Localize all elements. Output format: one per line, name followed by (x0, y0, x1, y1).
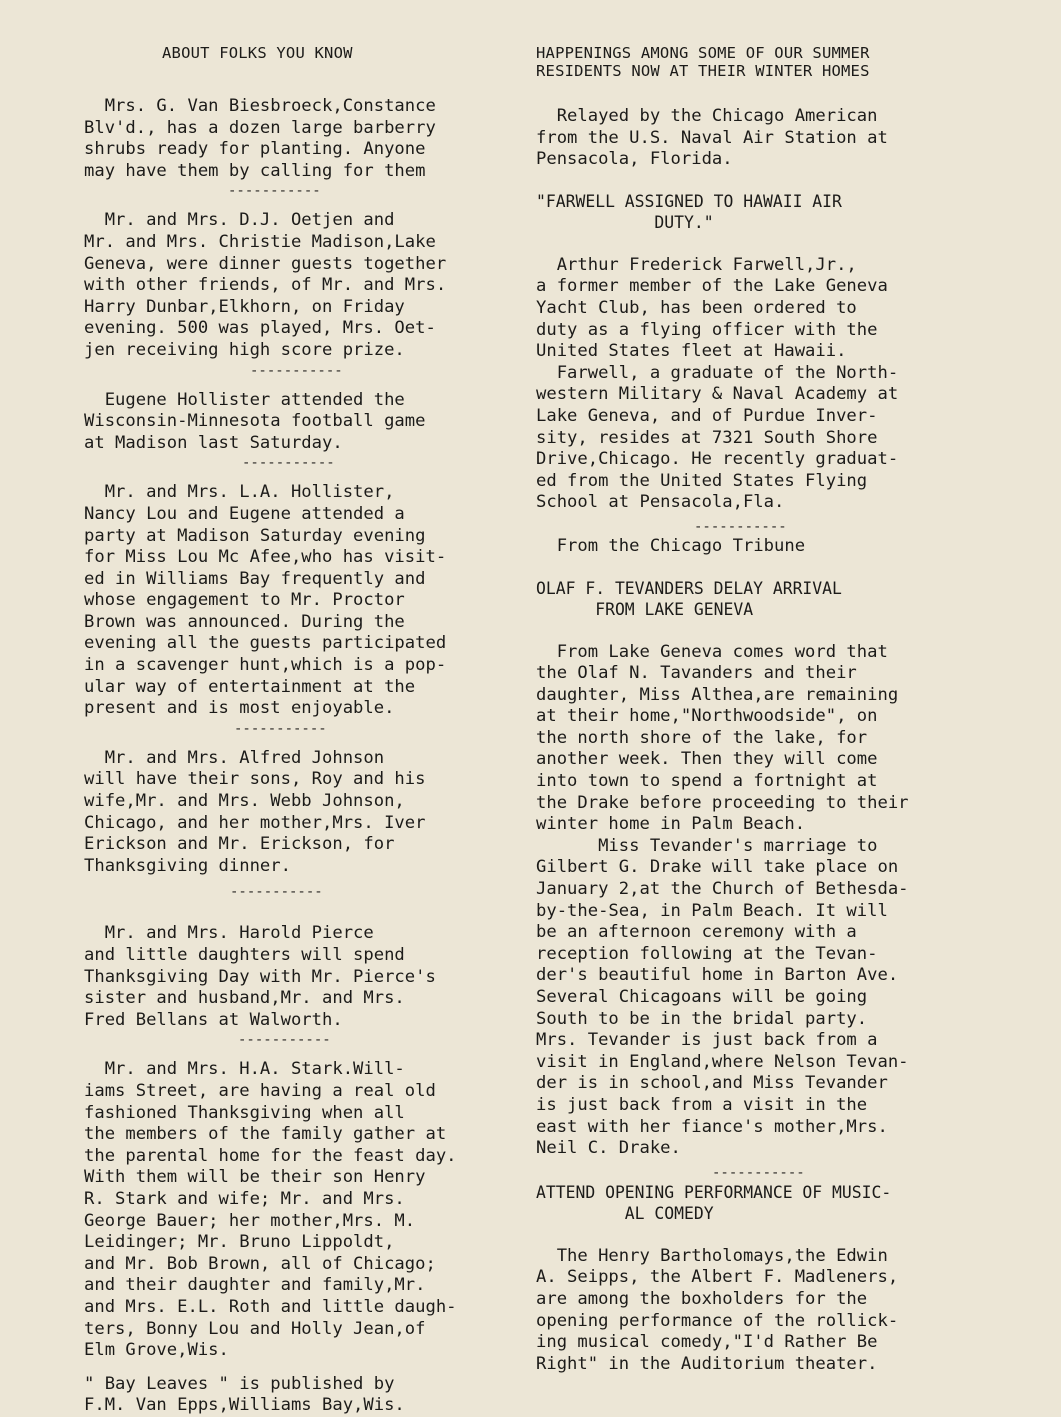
item-johnson: Mr. and Mrs. Alfred Johnson will have their sons, Roy and his wife,Mr. and Mrs. Webb Johnson, Chicago, and her mother,Mrs. Iver Erickson and Mr. Erickson, for Thanksgiving dinner. (84, 747, 426, 876)
divider: ----------- (234, 720, 327, 737)
divider: ----------- (228, 183, 321, 200)
story-musical-comedy: The Henry Bartholomays,the Edwin A. Seipps, the Albert F. Madleners, are among the boxholders for the opening performance of the rollick- ing musical comedy,"I'd Rather Be Right" in the Auditorium theater. (536, 1245, 899, 1374)
item-van-biesbroeck: Mrs. G. Van Biesbroeck,Constance Blv'd., has a dozen large barberry shrubs ready for planting. Anyone may have them by calling for them (84, 96, 436, 181)
headline-farwell: "FARWELL ASSIGNED TO HAWAII AIR DUTY." (536, 191, 842, 232)
intro-chicago-american: Relayed by the Chicago American from the U.S. Naval Air Station at Pensacola, Florida. (536, 106, 888, 170)
right-column (536, 44, 1006, 1375)
divider: ----------- (250, 362, 343, 379)
source-chicago-tribune: From the Chicago Tribune (536, 535, 806, 556)
story-tevanders: From Lake Geneva comes word that the Olaf N. Tavanders and their daughter, Miss Althea,are remaining at their home,"Northwoodside", on the north shore of the lake, for another week. Then they will come into town to spend a fortnight at the Drake before proceeding to their winter home in Palm Beach. Miss Tevander's marriage to Gilbert G. Drake will take place on January 2,at the Church of Bethesda- by-the-Sea, in Palm Beach. It will be an afternoon ceremony with a reception following at the Tevan- der's beautiful home in Barton Ave. Several Chicagoans will be going South to be in the bridal party. Mrs. Tevander is just back from a visit in England,where Nelson Tevan- der is in school,and Miss Tevander is just back from a visit in the east with her fiance's mother,Mrs. Neil C. Drake. (536, 641, 909, 1159)
item-stark: Mr. and Mrs. H.A. Stark.Will- iams Street, are having a real old fashioned Thanksgiving when all the members of the family gather at the parental home for the feast day. With them will be their son Henry R. Stark and wife; Mr. and Mrs. George Bauer; her mother,Mrs. M. Leidinger; Mr. Bruno Lippoldt, and Mr. Bob Brown, all of Chicago; and their daughter and family,Mr. and Mrs. E.L. Roth and little daugh- ters, Bonny Lou and Holly Jean,of Elm Grove,Wis. (84, 1059, 457, 1361)
right-column-title: HAPPENINGS AMONG SOME OF OUR SUMMER RESIDENTS NOW AT THEIR WINTER HOMES (536, 44, 870, 80)
divider: ----------- (238, 1032, 331, 1049)
divider: ----------- (230, 884, 323, 901)
divider: ----------- (694, 518, 787, 535)
publisher-note: " Bay Leaves " is published by F.M. Van Epps,Williams Bay,Wis. (84, 1373, 405, 1416)
left-column-title: ABOUT FOLKS YOU KNOW (162, 44, 353, 62)
divider: ----------- (712, 1164, 805, 1181)
item-oetjen: Mr. and Mrs. D.J. Oetjen and Mr. and Mrs. Christie Madison,Lake Geneva, were dinner guests together with other friends, of Mr. and Mrs. Harry Dunbar,Elkhorn, on Friday evening. 500 was played, Mrs. Oet- jen receiving high score prize. (84, 210, 447, 360)
headline-tevanders: OLAF F. TEVANDERS DELAY ARRIVAL FROM LAKE GENEVA (536, 578, 842, 619)
item-eugene-hollister: Eugene Hollister attended the Wisconsin-Minnesota football game at Madison last Saturday. (84, 389, 426, 453)
item-pierce: Mr. and Mrs. Harold Pierce and little daughters will spend Thanksgiving Day with Mr. Pierce's sister and husband,Mr. and Mrs. Fred Bellans at Walworth. (84, 923, 436, 1030)
item-hollister-party: Mr. and Mrs. L.A. Hollister, Nancy Lou and Eugene attended a party at Madison Saturday evening for Miss Lou Mc Afee,who has visit- ed in Williams Bay frequently and whose engagement to Mr. Proctor Brown was announced. During the evening all the guests participated in a scavenger hunt,which is a pop- ular way of entertainment at the present and is most enjoyable. (84, 482, 447, 719)
left-column (84, 44, 540, 1417)
divider: ----------- (242, 455, 335, 472)
story-farwell: Arthur Frederick Farwell,Jr., a former member of the Lake Geneva Yacht Club, has been ordered to duty as a flying officer with the United States fleet at Hawaii. Farwell, a graduate of the North- western Military & Naval Academy at Lake Geneva, and of Purdue Inver- sity, resides at 7321 South Shore Drive,Chicago. He recently graduat- ed from the United States Flying School at Pensacola,Fla. (536, 254, 899, 513)
headline-musical-comedy: ATTEND OPENING PERFORMANCE OF MUSIC- AL COMEDY (536, 1182, 892, 1223)
